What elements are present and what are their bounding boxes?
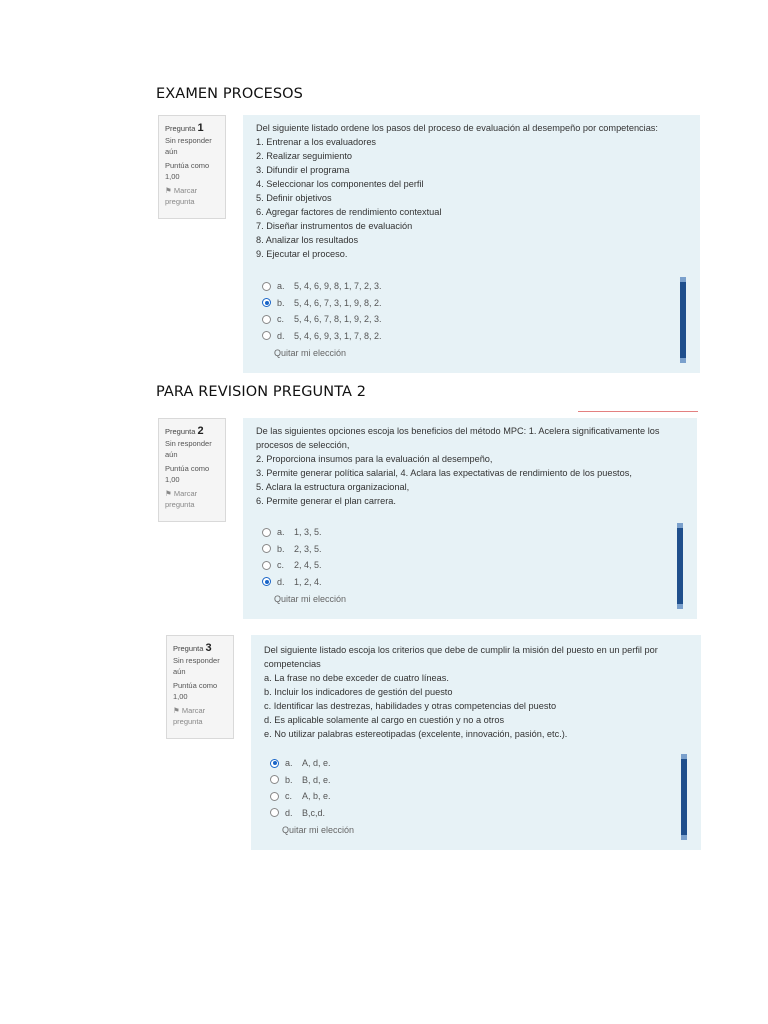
flag-question-link[interactable]: ⚑ Marcar <box>173 706 206 716</box>
divider-line <box>578 411 698 412</box>
clear-choice-link[interactable]: Quitar mi elección <box>274 594 347 604</box>
list-item: 5. Aclara la estructura organizacional, <box>256 482 410 492</box>
status-text-cont: aún <box>165 146 178 156</box>
list-item: 7. Diseñar instrumentos de evaluación <box>256 221 413 231</box>
score-label: Puntúa como <box>165 161 210 171</box>
list-item: 3. Difundir el programa <box>256 165 350 175</box>
question-prompt: De las siguientes opciones escoja los beneficios del método MPC: 1. Acelera significativamente los <box>256 426 660 436</box>
question-text <box>256 424 685 508</box>
exam-title: EXAMEN PROCESOS <box>156 86 303 102</box>
flag-question-link-cont[interactable]: pregunta <box>173 716 203 726</box>
question-content-1 <box>243 115 700 373</box>
question-prompt: Del siguiente listado ordene los pasos del proceso de evaluación al desempeño por competencias: <box>256 123 658 133</box>
flag-icon: ⚑ <box>165 489 172 499</box>
radio-button-selected[interactable] <box>270 759 279 768</box>
answer-option-a[interactable]: a. 5, 4, 6, 9, 8, 1, 7, 2, 3. <box>262 278 382 295</box>
radio-button[interactable] <box>270 792 279 801</box>
scrollbar[interactable] <box>677 523 683 609</box>
score-value: 1,00 <box>173 691 188 701</box>
clear-choice-link[interactable]: Quitar mi elección <box>282 825 355 835</box>
answer-option-c[interactable]: c. 2, 4, 5. <box>262 557 346 574</box>
list-item: b. Incluir los indicadores de gestión del puesto <box>264 687 453 697</box>
list-item: 3. Permite generar política salarial, 4. Aclara las expectativas de rendimiento de los puestos, <box>256 468 632 478</box>
radio-button[interactable] <box>262 544 271 553</box>
question-info-2 <box>158 418 226 522</box>
list-item: 6. Agregar factores de rendimiento contextual <box>256 207 442 217</box>
radio-button[interactable] <box>262 528 271 537</box>
list-item: c. Identificar las destrezas, habilidades y otras competencias del puesto <box>264 701 557 711</box>
score-value: 1,00 <box>165 171 180 181</box>
radio-button-selected[interactable] <box>262 577 271 586</box>
radio-button[interactable] <box>262 331 271 340</box>
flag-icon: ⚑ <box>165 186 172 196</box>
question-prompt-cont: competencias <box>264 659 321 669</box>
answer-option-a[interactable]: a. A, d, e. <box>270 755 354 772</box>
question-number-label: Pregunta 3 <box>173 642 212 654</box>
list-item: 2. Realizar seguimiento <box>256 151 353 161</box>
list-item: 2. Proporciona insumos para la evaluación al desempeño, <box>256 454 493 464</box>
answer-option-c[interactable]: c. A, b, e. <box>270 788 354 805</box>
radio-button[interactable] <box>262 282 271 291</box>
list-item: 6. Permite generar el plan carrera. <box>256 496 396 506</box>
answer-option-d[interactable]: d. B,c,d. <box>270 805 354 822</box>
list-item: 4. Seleccionar los componentes del perfil <box>256 179 424 189</box>
question-prompt: Del siguiente listado escoja los criterios que debe de cumplir la misión del puesto en un perfil por <box>264 645 658 655</box>
clear-choice-link[interactable]: Quitar mi elección <box>274 348 347 358</box>
answer-option-b[interactable]: b. 5, 4, 6, 7, 3, 1, 9, 8, 2. <box>262 295 382 312</box>
list-item: e. No utilizar palabras estereotipadas (excelente, innovación, pasión, etc.). <box>264 729 568 739</box>
question-text <box>256 121 688 261</box>
status-text: Sin responder <box>173 656 220 666</box>
radio-button-selected[interactable] <box>262 298 271 307</box>
list-item: d. Es aplicable solamente al cargo en cuestión y no a otros <box>264 715 505 725</box>
question-number-label: Pregunta 1 <box>165 122 204 134</box>
question-content-2 <box>243 418 697 619</box>
flag-question-link-cont[interactable]: pregunta <box>165 499 195 509</box>
radio-button[interactable] <box>270 775 279 784</box>
question-info-3 <box>166 635 234 739</box>
list-item: a. La frase no debe exceder de cuatro líneas. <box>264 673 449 683</box>
answer-option-b[interactable]: b. 2, 3, 5. <box>262 541 346 558</box>
flag-question-link-cont[interactable]: pregunta <box>165 196 195 206</box>
list-item: 8. Analizar los resultados <box>256 235 359 245</box>
status-text: Sin responder <box>165 439 212 449</box>
radio-button[interactable] <box>262 561 271 570</box>
flag-icon: ⚑ <box>173 706 180 716</box>
question-number-label: Pregunta 2 <box>165 425 204 437</box>
score-label: Puntúa como <box>165 464 210 474</box>
flag-question-link[interactable]: ⚑ Marcar <box>165 489 198 499</box>
answer-option-a[interactable]: a. 1, 3, 5. <box>262 524 346 541</box>
score-value: 1,00 <box>165 474 180 484</box>
question-info-1 <box>158 115 226 219</box>
answer-options <box>262 524 346 604</box>
question-text <box>264 643 689 741</box>
answer-option-d[interactable]: d. 1, 2, 4. <box>262 574 346 591</box>
scrollbar[interactable] <box>680 277 686 363</box>
answer-options <box>262 278 382 358</box>
question-prompt-cont: procesos de selección, <box>256 440 350 450</box>
status-text: Sin responder <box>165 136 212 146</box>
status-text-cont: aún <box>173 666 186 676</box>
question-content-3 <box>251 635 701 850</box>
status-text-cont: aún <box>165 449 178 459</box>
radio-button[interactable] <box>270 808 279 817</box>
score-label: Puntúa como <box>173 681 218 691</box>
list-item: 9. Ejecutar el proceso. <box>256 249 348 259</box>
list-item: 5. Definir objetivos <box>256 193 332 203</box>
answer-option-c[interactable]: c. 5, 4, 6, 7, 8, 1, 9, 2, 3. <box>262 311 382 328</box>
answer-options <box>270 755 354 835</box>
answer-option-b[interactable]: b. B, d, e. <box>270 772 354 789</box>
answer-option-d[interactable]: d. 5, 4, 6, 9, 3, 1, 7, 8, 2. <box>262 328 382 345</box>
list-item: 1. Entrenar a los evaluadores <box>256 137 377 147</box>
radio-button[interactable] <box>262 315 271 324</box>
scrollbar[interactable] <box>681 754 687 840</box>
flag-question-link[interactable]: ⚑ Marcar <box>165 186 198 196</box>
review-title: PARA REVISION PREGUNTA 2 <box>156 384 367 400</box>
